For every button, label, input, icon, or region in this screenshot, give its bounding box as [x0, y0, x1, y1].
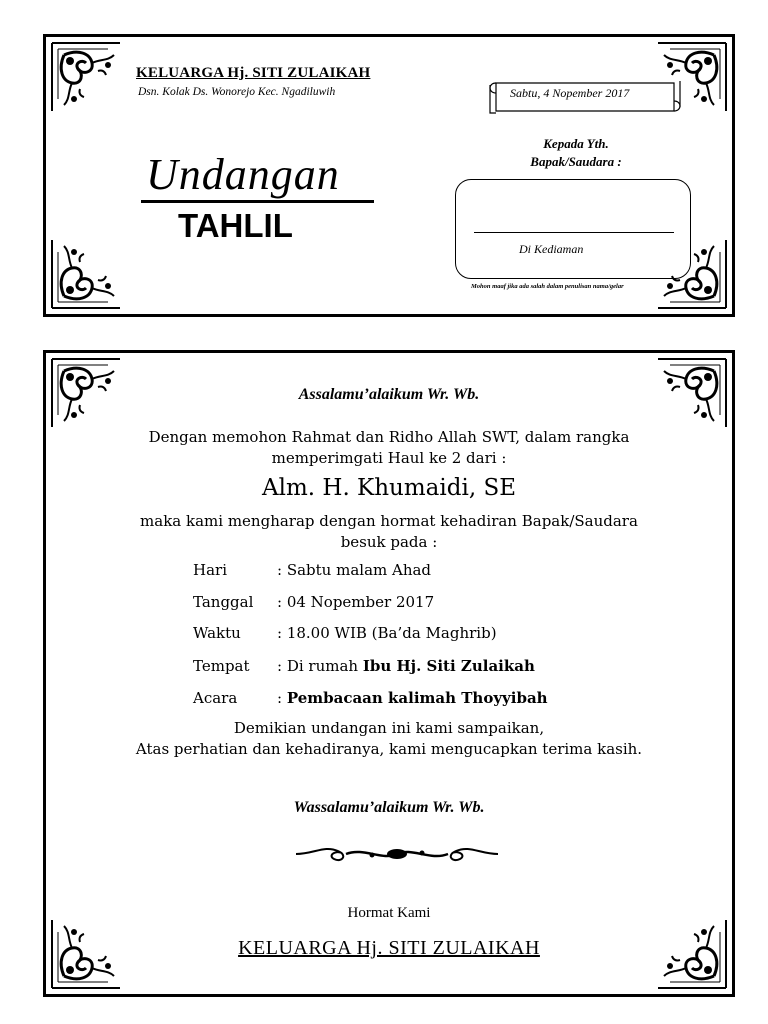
title-tahlil: TAHLIL [178, 207, 293, 244]
sign-off: Hormat Kami [347, 905, 431, 921]
recipient-line-2: Bapak/Saudara : [530, 154, 622, 169]
request-paragraph [46, 511, 732, 553]
detail-label: Acara [193, 689, 238, 707]
envelope-card [43, 34, 735, 317]
detail-value: : 18.00 WIB (Ba’da Maghrib) [277, 624, 497, 642]
greeting: Assalamu’alaikum Wr. Wb. [298, 386, 480, 403]
flourish-divider-icon [294, 841, 500, 867]
detail-value: : 04 Nopember 2017 [277, 593, 435, 611]
ornament-corner-icon [48, 234, 126, 312]
request-line-1: maka kami mengharap dengan hormat kehadiran Bapak/Saudara [140, 512, 638, 530]
detail-value [277, 689, 548, 707]
recipient-line-1: Kepada Yth. [543, 136, 609, 151]
title-undangan: Undangan [146, 150, 340, 199]
ornament-corner-icon [48, 39, 126, 117]
recipient-name-line [474, 232, 674, 233]
detail-value-prefix: : [277, 689, 287, 707]
intro-line-1: Dengan memohon Rahmat dan Ridho Allah SWT, dalam rangka [148, 428, 630, 446]
di-kediaman-label: Di Kediaman [519, 242, 584, 256]
closing-line-1: Demikian undangan ini kami sampaikan, [233, 719, 545, 737]
request-line-2: besuk pada : [340, 533, 438, 551]
recipient-address-box [455, 179, 691, 279]
recipient-heading [476, 135, 676, 171]
signature-family: KELUARGA Hj. SITI ZULAIKAH [238, 937, 540, 959]
intro-paragraph [46, 427, 732, 469]
detail-label: Hari [193, 561, 227, 579]
detail-value: : Sabtu malam Ahad [277, 561, 432, 579]
event-date: Sabtu, 4 Nopember 2017 [510, 86, 630, 100]
apology-note: Mohon maaf jika ada salah dalam penulisan nama/gelar [471, 283, 624, 290]
date-scroll [486, 77, 684, 117]
intro-line-2: memperimgati Haul ke 2 dari : [271, 449, 507, 467]
detail-value-bold: Ibu Hj. Siti Zulaikah [362, 657, 535, 675]
deceased-name: Alm. H. Khumaidi, SE [261, 475, 516, 501]
title-underline [141, 200, 374, 203]
sender-family-name: KELUARGA Hj. SITI ZULAIKAH [136, 65, 371, 81]
detail-label: Tanggal [193, 593, 254, 611]
letter-card [43, 350, 735, 997]
detail-value [277, 657, 535, 675]
detail-label: Waktu [193, 624, 241, 642]
sender-address: Dsn. Kolak Ds. Wonorejo Kec. Ngadiluwih [138, 86, 336, 98]
detail-label: Tempat [193, 657, 250, 675]
farewell: Wassalamu’alaikum Wr. Wb. [293, 799, 485, 816]
closing-line-2: Atas perhatian dan kehadiranya, kami mengucapkan terima kasih. [135, 740, 643, 758]
closing-paragraph [46, 718, 732, 760]
detail-value-bold: Pembacaan kalimah Thoyyibah [286, 689, 548, 707]
detail-value-prefix: : Di rumah [277, 657, 363, 675]
